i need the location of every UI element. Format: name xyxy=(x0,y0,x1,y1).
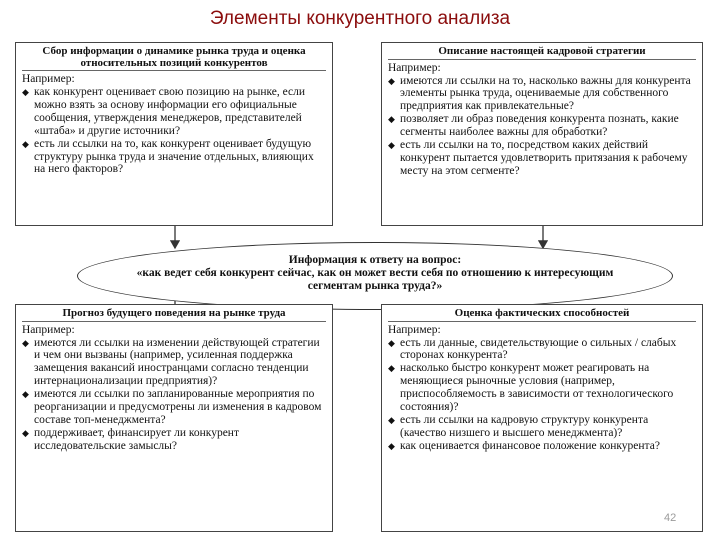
slide-title: Элементы конкурентного анализа xyxy=(209,8,511,29)
list-item-text: есть ли ссылки на кадровую структуру конкурента (качество низшего и высшего менеджмента)? xyxy=(400,413,649,439)
list-item xyxy=(388,139,696,178)
list-item xyxy=(388,414,696,440)
box-list xyxy=(22,86,326,176)
diamond-bullet-icon: ◆ xyxy=(22,337,29,348)
diamond-bullet-icon: ◆ xyxy=(388,363,395,374)
list-item xyxy=(22,138,326,177)
diamond-bullet-icon: ◆ xyxy=(22,427,29,438)
box-lead: Например: xyxy=(22,323,75,336)
box-title: Описание настоящей кадровой стратегии xyxy=(388,46,696,60)
box-actual-capabilities xyxy=(381,304,703,532)
list-item xyxy=(22,337,326,389)
list-item-text: как конкурент оценивает свою позицию на рынке, если можно взять за основу информации его официальные сообщения, утверждения менеджеров, представителей «штаба» и другие источники? xyxy=(34,86,306,137)
list-item xyxy=(22,388,326,427)
diagram-frame xyxy=(15,42,703,532)
list-item xyxy=(388,75,696,114)
page-number: 42 xyxy=(664,512,677,524)
list-item-text: имеются ли ссылки на изменении действующей стратегии и чем они вызваны (например, усиленная поддержка замещения вакансий иностранцами согласно тенденции интернационализации предприятия)? xyxy=(34,336,320,388)
box-list xyxy=(22,337,326,453)
box-title: Сбор информации о динамике рынка труда и оценка относительных позиций конкурентов xyxy=(22,46,326,71)
diamond-bullet-icon: ◆ xyxy=(22,87,29,97)
list-item-text: насколько быстро конкурент может реагировать на меняющиеся рыночные условия (например, приспособляемость в зависимости от технологического состояния)? xyxy=(400,362,674,414)
list-item-text: есть ли ссылки на то, посредством каких действий конкурент пытается удовлетворить притязания к рабочему месту на этом сегменте? xyxy=(400,139,688,177)
list-item xyxy=(22,86,326,138)
list-item-text: есть ли данные, свидетельствующие о сильных / слабых сторонах конкурента? xyxy=(400,336,677,362)
central-question-label: Информация к ответу на вопрос: xyxy=(288,254,462,266)
central-question-text: «как ведет себя конкурент сейчас, как он может вести себя по отношению к интересующим сегментам рынка труда?» xyxy=(136,267,614,292)
list-item xyxy=(388,113,696,139)
box-lead: Например: xyxy=(22,73,75,85)
box-lead: Например: xyxy=(388,61,441,74)
box-current-strategy xyxy=(381,42,703,226)
central-question-ellipse xyxy=(77,242,673,310)
diamond-bullet-icon: ◆ xyxy=(388,114,395,125)
list-item-text: имеются ли ссылки по запланированные мероприятия по реорганизации и предусмотрены ли изменения в кадровом составе топ-менеджмента? xyxy=(34,388,322,426)
diamond-bullet-icon: ◆ xyxy=(22,138,29,149)
list-item-text: позволяет ли образ поведения конкурента познать, какие сегменты наиболее важны для обработки? xyxy=(400,113,679,139)
list-item xyxy=(388,337,696,363)
list-item xyxy=(388,362,696,414)
box-market-dynamics xyxy=(15,42,333,226)
diamond-bullet-icon: ◆ xyxy=(22,389,29,400)
diamond-bullet-icon: ◆ xyxy=(388,75,395,86)
box-title: Оценка фактических способностей xyxy=(388,308,696,322)
box-lead: Например: xyxy=(388,323,441,336)
list-item-text: поддерживает, финансирует ли конкурент исследовательские замыслы? xyxy=(34,426,239,452)
diamond-bullet-icon: ◆ xyxy=(388,414,395,425)
diamond-bullet-icon: ◆ xyxy=(388,440,395,451)
box-future-behavior xyxy=(15,304,333,532)
box-list xyxy=(388,337,696,453)
box-list xyxy=(388,75,696,178)
diamond-bullet-icon: ◆ xyxy=(388,140,395,151)
list-item xyxy=(22,427,326,453)
list-item-text: есть ли ссылки на то, как конкурент оценивает будущую структуру рынка труда и значение отдельных, влияющих на него факторов? xyxy=(34,137,314,176)
list-item-text: имеются ли ссылки на то, насколько важны для конкурента элементы рынка труда, оцениваемые для собственного предприятия как привлекательные? xyxy=(400,74,691,113)
box-title: Прогноз будущего поведения на рынке труда xyxy=(22,308,326,322)
diamond-bullet-icon: ◆ xyxy=(388,337,395,348)
list-item xyxy=(388,440,696,453)
list-item-text: как оценивается финансовое положение конкурента? xyxy=(400,439,660,452)
